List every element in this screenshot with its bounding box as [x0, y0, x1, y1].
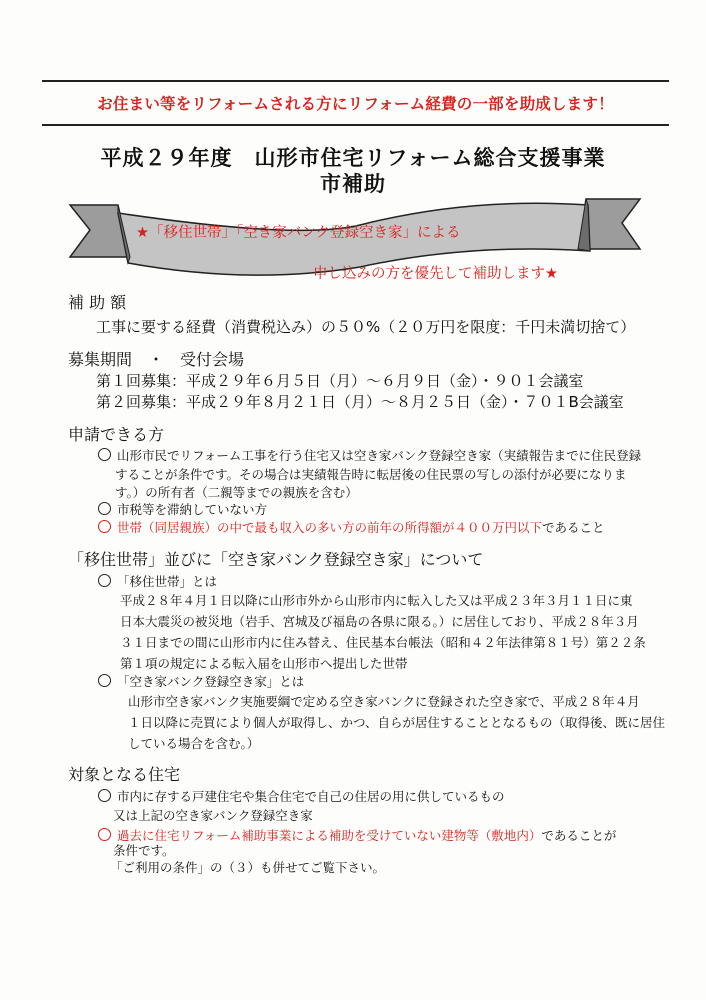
eligible-item3-black: であること	[542, 520, 605, 535]
target-note: 「ご利用の条件」の（３）も併せてご覧下さい。	[110, 860, 386, 875]
circle-bullet-icon	[98, 502, 111, 515]
ribbon-text-line1: ★「移住世帯」「空き家バンク登録空き家」による	[136, 225, 461, 241]
def1-line1: 平成２８年４月１日以降に山形市外から山形市内に転入した又は平成２３年３月１１日に東	[120, 593, 633, 608]
circle-bullet-icon	[98, 520, 111, 533]
eligible-item1-line2: することが条件です。その場合は実績報告時に転居後の住民票の写しの添付が必要になりま	[115, 467, 627, 482]
def2-title	[98, 672, 304, 690]
eligible-item2	[98, 500, 267, 518]
banner-text: お住まい等をリフォームされる方にリフォーム経費の一部を助成します！	[97, 95, 614, 113]
recruit-round1: 第１回募集：平成２９年６月５日（月）～６月９日（金）・９０１会議室	[96, 372, 584, 390]
def1-line4: 第１項の規定による転入届を山形市へ提出した世帯	[120, 656, 408, 671]
def2-line2: １日以降に売買により個人が取得し、かつ、自らが居住することとなるもの（取得後、既に居住	[128, 715, 666, 730]
def2-line3: している場合を含む。）	[128, 736, 260, 751]
ribbon-text-line2: 申し込みの方を優先して補助します★	[313, 266, 558, 282]
eligible-heading: 申請できる方	[68, 425, 165, 444]
target-item2-cont: 条件です。	[113, 843, 175, 858]
target-item2-black: であることが	[541, 828, 617, 843]
circle-bullet-icon	[98, 674, 111, 687]
definitions-heading: 「移住世帯」並びに「空き家バンク登録空き家」について	[68, 550, 484, 569]
target-item1	[98, 787, 505, 805]
circle-bullet-icon	[98, 574, 111, 587]
def1-line2: 日本大震災の被災地（岩手、宮城及び福島の各県に限る。）に居住しており、平成２８年３月	[120, 614, 639, 629]
eligible-item1-line1: 山形市民でリフォーム工事を行う住宅又は空き家バンク登録空き家（実績報告までに住民登録	[117, 448, 642, 463]
page-title-line2: 市補助	[320, 172, 386, 196]
def2-line1: 山形市空き家バンク実施要綱で定める空き家バンクに登録された空き家で、平成２８年４月	[128, 694, 640, 709]
target-item1-line1: 市内に存する戸建住宅や集合住宅で自己の住居の用に供しているもの	[117, 789, 505, 804]
def1-line3: ３１日までの間に山形市内に住み替え、住民基本台帳法（昭和４２年法律第８１号）第２２条	[120, 635, 646, 650]
def1-title-text: 「移住世帯」とは	[117, 574, 218, 589]
circle-bullet-icon	[98, 448, 111, 461]
circle-bullet-icon	[98, 828, 111, 841]
def2-title-text: 「空き家バンク登録空き家」とは	[117, 674, 305, 689]
eligible-item3	[98, 518, 605, 536]
target-item2	[98, 826, 616, 844]
circle-bullet-icon	[98, 789, 111, 802]
recruit-heading: 募集期間 ・ 受付会場	[68, 350, 245, 369]
eligible-item1	[98, 446, 641, 464]
eligible-item1-line3: す。）の所有者（二親等までの親族を含む）	[115, 485, 358, 500]
eligible-item2-text: 市税等を滞納していない方	[117, 502, 268, 517]
subsidy-heading: 補 助 額	[68, 293, 127, 312]
eligible-item3-red: 世帯（同居親族）の中で最も収入の多い方の前年の所得額が４００万円以下	[117, 520, 543, 535]
target-item1-line2: 又は上記の空き家バンク登録空き家	[113, 808, 313, 823]
target-item2-red: 過去に住宅リフォーム補助事業による補助を受けていない建物等（敷地内）	[117, 828, 542, 843]
def1-title	[98, 572, 217, 590]
recruit-round2: 第２回募集：平成２９年８月２１日（月）～８月２５日（金）・７０１B会議室	[96, 393, 624, 411]
target-heading: 対象となる住宅	[68, 765, 181, 784]
page-title: 平成２９年度 山形市住宅リフォーム総合支援事業	[100, 146, 606, 170]
top-banner	[42, 80, 669, 126]
subsidy-text: 工事に要する経費（消費税込み）の５０%（２０万円を限度：千円未満切捨て）	[96, 318, 636, 336]
